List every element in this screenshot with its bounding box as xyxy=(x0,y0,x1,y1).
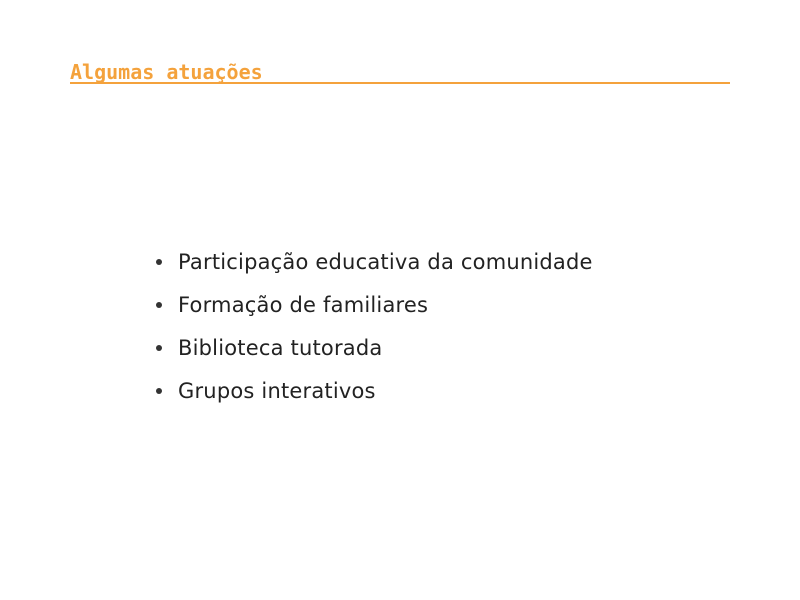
title-underline-rule xyxy=(70,82,730,84)
bullet-dot-icon xyxy=(156,302,162,308)
bullet-text: Formação de familiares xyxy=(178,292,429,317)
bullet-list xyxy=(150,240,593,412)
bullet-dot-icon xyxy=(156,259,162,265)
bullet-dot-icon xyxy=(156,345,162,351)
bullet-text: Grupos interativos xyxy=(178,378,376,403)
bullet-item xyxy=(150,240,593,283)
bullet-dot-icon xyxy=(156,388,162,394)
bullet-text: Participação educativa da comunidade xyxy=(178,249,593,274)
bullet-item xyxy=(150,369,593,412)
slide-title: Algumas atuações xyxy=(70,60,263,84)
title-area xyxy=(70,58,730,86)
bullet-item xyxy=(150,326,593,369)
bullet-item xyxy=(150,283,593,326)
bullet-text: Biblioteca tutorada xyxy=(178,335,383,360)
